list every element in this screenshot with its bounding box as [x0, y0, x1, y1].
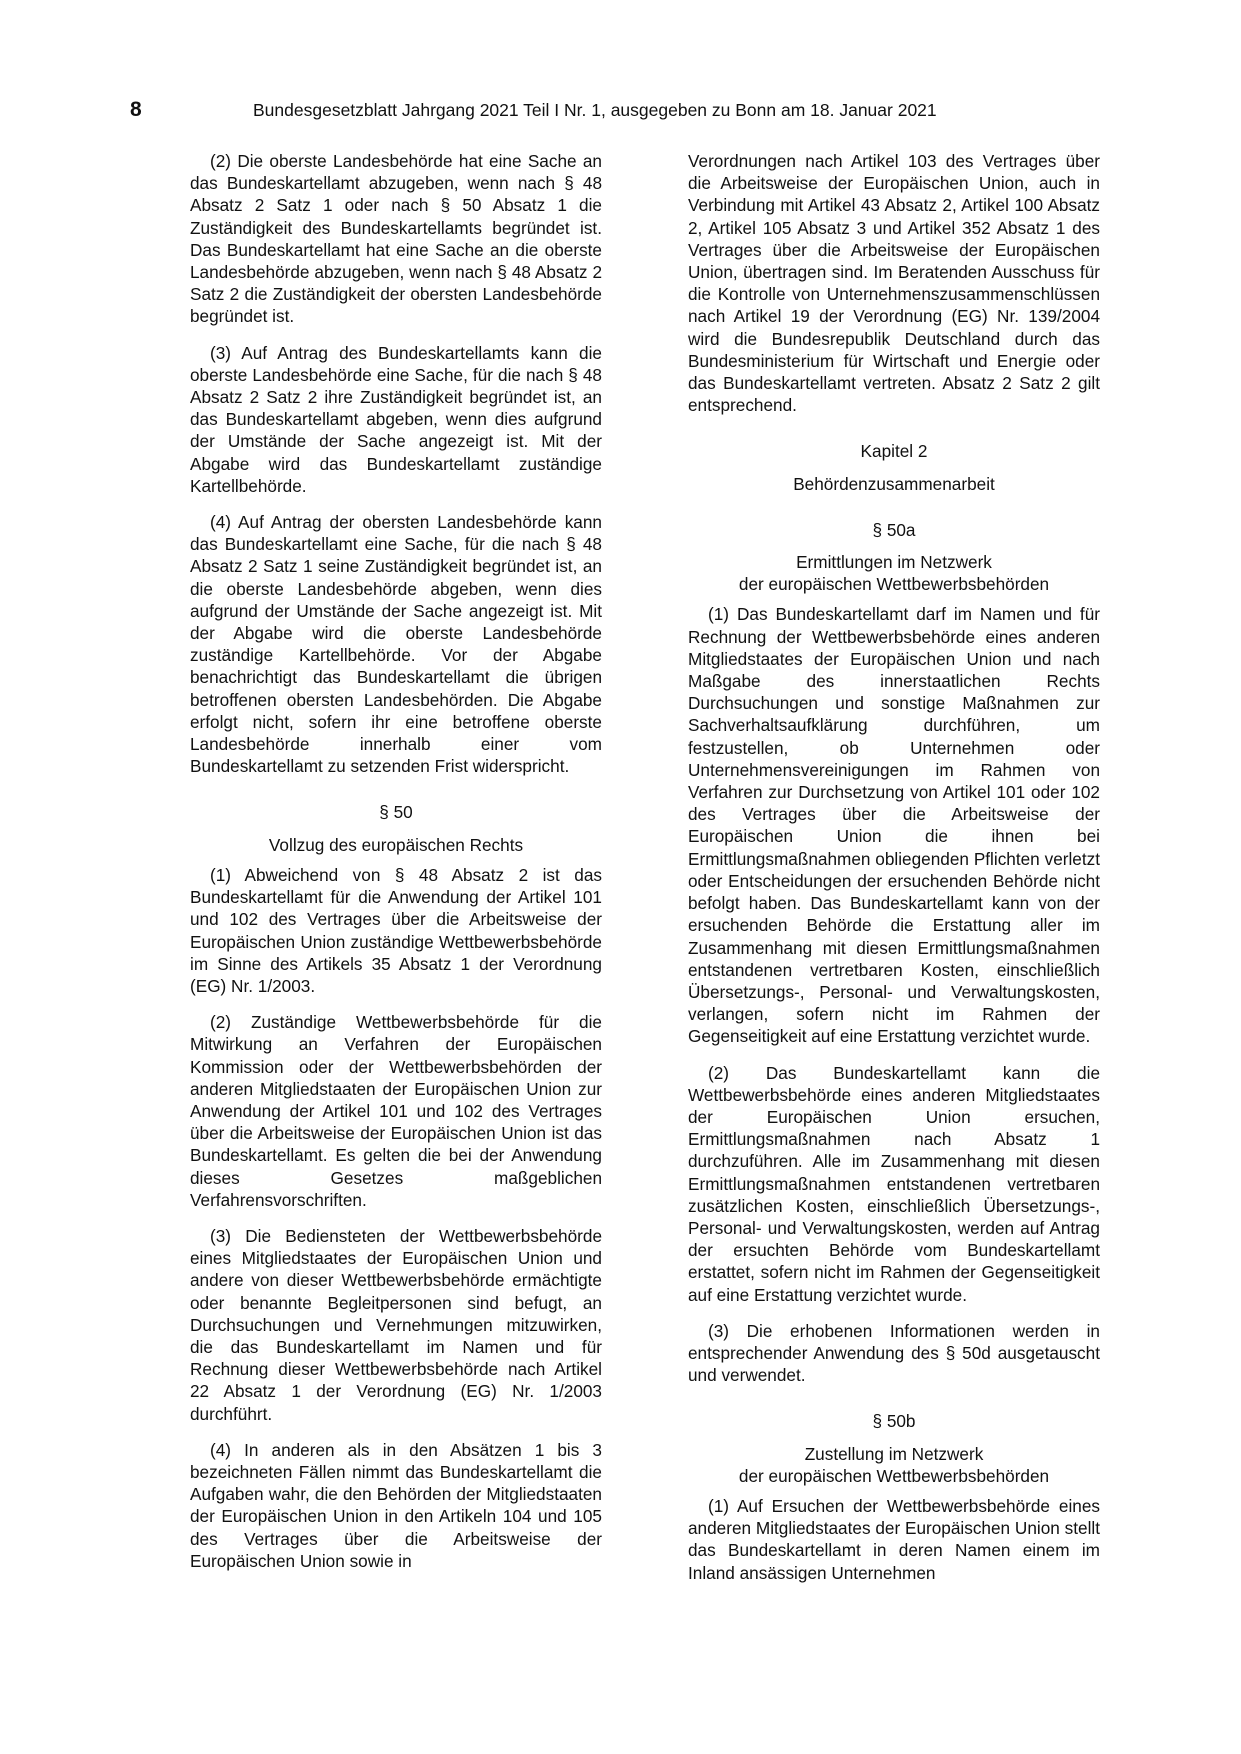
page-header	[130, 98, 1111, 128]
section-50a-number: § 50a	[872, 519, 916, 540]
paragraph-50a-3: (3) Die erhobenen Informationen werden in entsprechender Anwendung des § 50d ausgetauscht und verwendet.	[688, 1320, 1100, 1386]
paragraph-49-3: (3) Auf Antrag des Bundeskartellamts kann die oberste Landesbehörde eine Sache, für die nach § 48 Absatz 2 Satz 2 ihre Zuständigkeit begründet ist, an das Bundeskartellamt abgeben, wenn dies aufgrund der Umstände der Sache angezeigt ist. Mit der Abgabe wird das Bundeskartellamt zuständige Kartellbehörde.	[190, 342, 602, 496]
paragraph-50-3: (3) Die Bediensteten der Wettbewerbsbehörde eines Mitgliedstaates der Europäischen Union und andere von dieser Wettbewerbsbehörde ermächtigte oder benannte Begleitpersonen sind befugt, an Durchsuchungen und Vernehmungen mitzuwirken, die das Bundeskartellamt im Namen und für Rechnung dieser Wettbewerbsbehörde nach Artikel 22 Absatz 1 der Verordnung (EG) Nr. 1/2003 durchführt.	[190, 1225, 602, 1424]
page-number: 8	[130, 98, 142, 121]
right-column	[688, 150, 1100, 1598]
section-50b-number: § 50b	[872, 1411, 916, 1432]
section-50-number: § 50	[379, 802, 413, 823]
paragraph-50-1: (1) Abweichend von § 48 Absatz 2 ist das Bundeskartellamt für die Anwendung der Artikel 101 und 102 des Vertrages über die Arbeitsweise der Europäischen Union zuständige Wettbewerbsbehörde im Sinne des Artikels 35 Absatz 1 der Verordnung (EG) Nr. 1/2003.	[190, 864, 602, 996]
paragraph-50-4-continued: Verordnungen nach Artikel 103 des Vertrages über die Arbeitsweise der Europäischen Union, auch in Verbindung mit Artikel 43 Absatz 2, Artikel 100 Absatz 2, Artikel 105 Absatz 3 und Artikel 352 Absatz 1 des Vertrages über die Arbeitsweise der Europäischen Union, übertragen sind. Im Beratenden Ausschuss für die Kontrolle von Unternehmenszusammenschlüssen nach Artikel 19 der Verordnung (EG) Nr. 139/2004 wird die Bundesrepublik Deutschland durch das Bundesministerium für Wirtschaft und Energie oder das Bundeskartellamt vertreten. Absatz 2 Satz 2 gilt entsprechend.	[688, 151, 1100, 416]
section-50a-title-line-1: Ermittlungen im Netzwerk	[796, 552, 992, 573]
chapter-number: Kapitel 2	[860, 441, 928, 462]
paragraph-49-2: (2) Die oberste Landesbehörde hat eine Sache an das Bundeskartellamt abzugeben, wenn nach § 48 Absatz 2 Satz 1 oder nach § 50 Absatz 1 die Zuständigkeit des Bundeskartellamts begründet ist. Das Bundeskartellamt hat eine Sache an die oberste Landesbehörde abzugeben, wenn nach § 48 Absatz 2 Satz 2 die Zuständigkeit der obersten Landesbehörde begründet ist.	[190, 151, 602, 327]
paragraph-50a-1: (1) Das Bundeskartellamt darf im Namen und für Rechnung der Wettbewerbsbehörde eines anderen Mitgliedstaates der Europäischen Union und nach Maßgabe des innerstaatlichen Rechts Durchsuchungen und sonstige Maßnahmen zur Sachverhaltsaufklärung durchführen, um festzustellen, ob Unternehmen oder Unternehmensvereinigungen im Rahmen von Verfahren zur Durchsetzung von Artikel 101 oder 102 des Vertrages über die Arbeitsweise der Europäischen Union die ihnen bei Ermittlungsmaßnahmen obliegenden Pflichten verletzt oder Entscheidungen der ersuchenden Behörde nicht befolgt haben. Das Bundeskartellamt kann von der ersuchenden Behörde die Erstattung aller im Zusammenhang mit diesen Ermittlungsmaßnahmen entstandenen vertretbaren Kosten, einschließlich Übersetzungs-, Personal- und Verwaltungskosten, verlangen, sofern nicht im Rahmen der Gegenseitigkeit auf eine Erstattung verzichtet wurde.	[688, 604, 1100, 1047]
paragraph-50b-1: (1) Auf Ersuchen der Wettbewerbsbehörde eines anderen Mitgliedstaates der Europäischen Union stellt das Bundeskartellamt in deren Namen einem im Inland ansässigen Unternehmen	[688, 1495, 1100, 1583]
paragraph-50a-2: (2) Das Bundeskartellamt kann die Wettbewerbsbehörde eines anderen Mitgliedstaates der Europäischen Union ersuchen, Ermittlungsmaßnahmen nach Absatz 1 durchzuführen. Alle im Zusammenhang mit diesen Ermittlungsmaßnahmen entstandenen vertretbaren zusätzlichen Kosten, einschließlich Übersetzungs-, Personal- und Verwaltungskosten, werden auf Antrag der ersuchten Behörde vom Bundeskartellamt erstattet, sofern nicht im Rahmen der Gegenseitigkeit auf eine Erstattung verzichtet wurde.	[688, 1062, 1100, 1305]
paragraph-50-4: (4) In anderen als in den Absätzen 1 bis 3 bezeichneten Fällen nimmt das Bundeskartellamt die Aufgaben wahr, die den Behörden der Mitgliedstaaten der Europäischen Union in den Artikeln 104 und 105 des Vertrages über die Arbeitsweise der Europäischen Union sowie in	[190, 1439, 602, 1571]
running-title: Bundesgesetzblatt Jahrgang 2021 Teil I Nr. 1, ausgegeben zu Bonn am 18. Januar 2021	[253, 100, 937, 120]
section-50b-title-line-1: Zustellung im Netzwerk	[804, 1443, 984, 1464]
section-50-title: Vollzug des europäischen Rechts	[268, 834, 524, 855]
section-50a-title-line-2: der europäischen Wettbewerbsbehörden	[738, 574, 1050, 595]
section-50b-title-line-2: der europäischen Wettbewerbsbehörden	[738, 1465, 1050, 1486]
left-column	[190, 150, 602, 1586]
paragraph-49-4: (4) Auf Antrag der obersten Landesbehörde kann das Bundeskartellamt eine Sache, für die nach § 48 Absatz 2 Satz 1 seine Zuständigkeit begründet ist, an die oberste Landesbehörde abgeben, wenn dies aufgrund der Umstände der Sache angezeigt ist. Mit der Abgabe wird die oberste Landesbehörde zuständige Kartellbehörde. Vor der Abgabe benachrichtigt das Bundeskartellamt die übrigen betroffenen obersten Landesbehörden. Die Abgabe erfolgt nicht, sofern ihr eine betroffene oberste Landesbehörde innerhalb einer vom Bundeskartellamt zu setzenden Frist widerspricht.	[190, 512, 602, 777]
paragraph-50-2: (2) Zuständige Wettbewerbsbehörde für die Mitwirkung an Verfahren der Europäischen Kommission oder der Wettbewerbsbehörden der anderen Mitgliedstaaten der Europäischen Union zur Anwendung der Artikel 101 und 102 des Vertrages über die Arbeitsweise der Europäischen Union ist das Bundeskartellamt. Es gelten die bei der Anwendung dieses Gesetzes maßgeblichen Verfahrensvorschriften.	[190, 1012, 602, 1210]
chapter-title: Behördenzusammenarbeit	[793, 473, 995, 494]
